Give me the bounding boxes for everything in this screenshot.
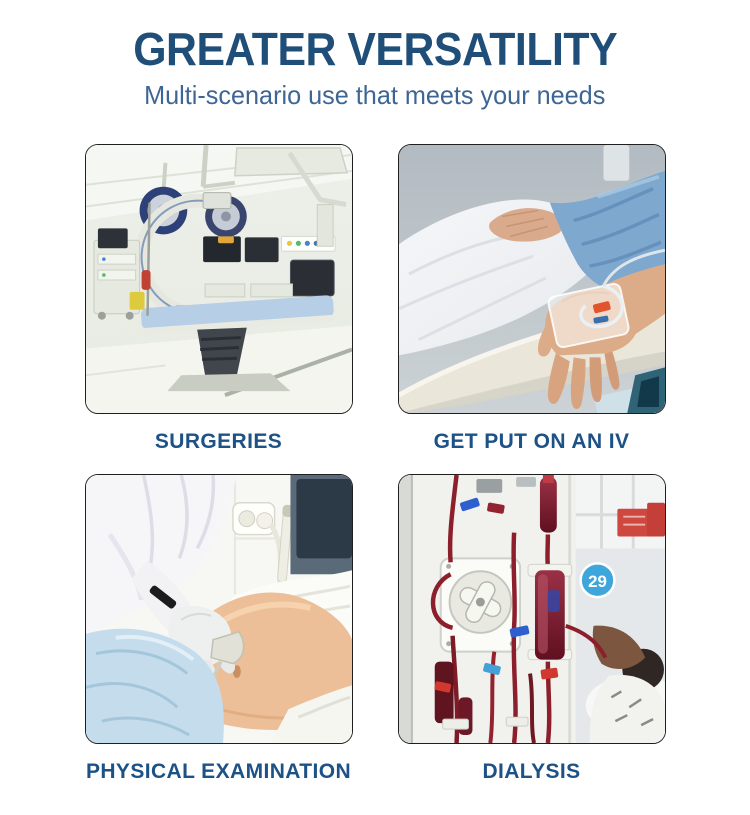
caption-physical-examination: PHYSICAL EXAMINATION (85, 759, 352, 783)
gallery-cell-physical-exam (85, 474, 353, 804)
ultrasound-exam-illustration (86, 475, 352, 743)
gallery-cell-iv (398, 144, 666, 474)
ultrasound-exam-photo (85, 474, 353, 744)
scenario-gallery (0, 144, 750, 804)
iv-hand-photo (398, 144, 666, 414)
iv-hand-illustration (399, 145, 665, 413)
gallery-cell-dialysis (398, 474, 666, 804)
header (0, 0, 750, 111)
operating-room-illustration (86, 145, 352, 413)
dialysis-counter-badge: 29 (587, 571, 607, 591)
caption-iv: GET PUT ON AN IV (433, 429, 630, 453)
dialysis-machine-illustration (399, 475, 665, 743)
gallery-cell-surgeries (85, 144, 353, 474)
caption-dialysis: DIALYSIS (482, 759, 581, 783)
caption-surgeries: SURGERIES (154, 429, 283, 453)
page-title: GREATER VERSATILITY (133, 23, 617, 75)
page-subtitle: Multi-scenario use that meets your needs (144, 79, 606, 110)
operating-room-photo (85, 144, 353, 414)
dialysis-machine-photo (398, 474, 666, 744)
